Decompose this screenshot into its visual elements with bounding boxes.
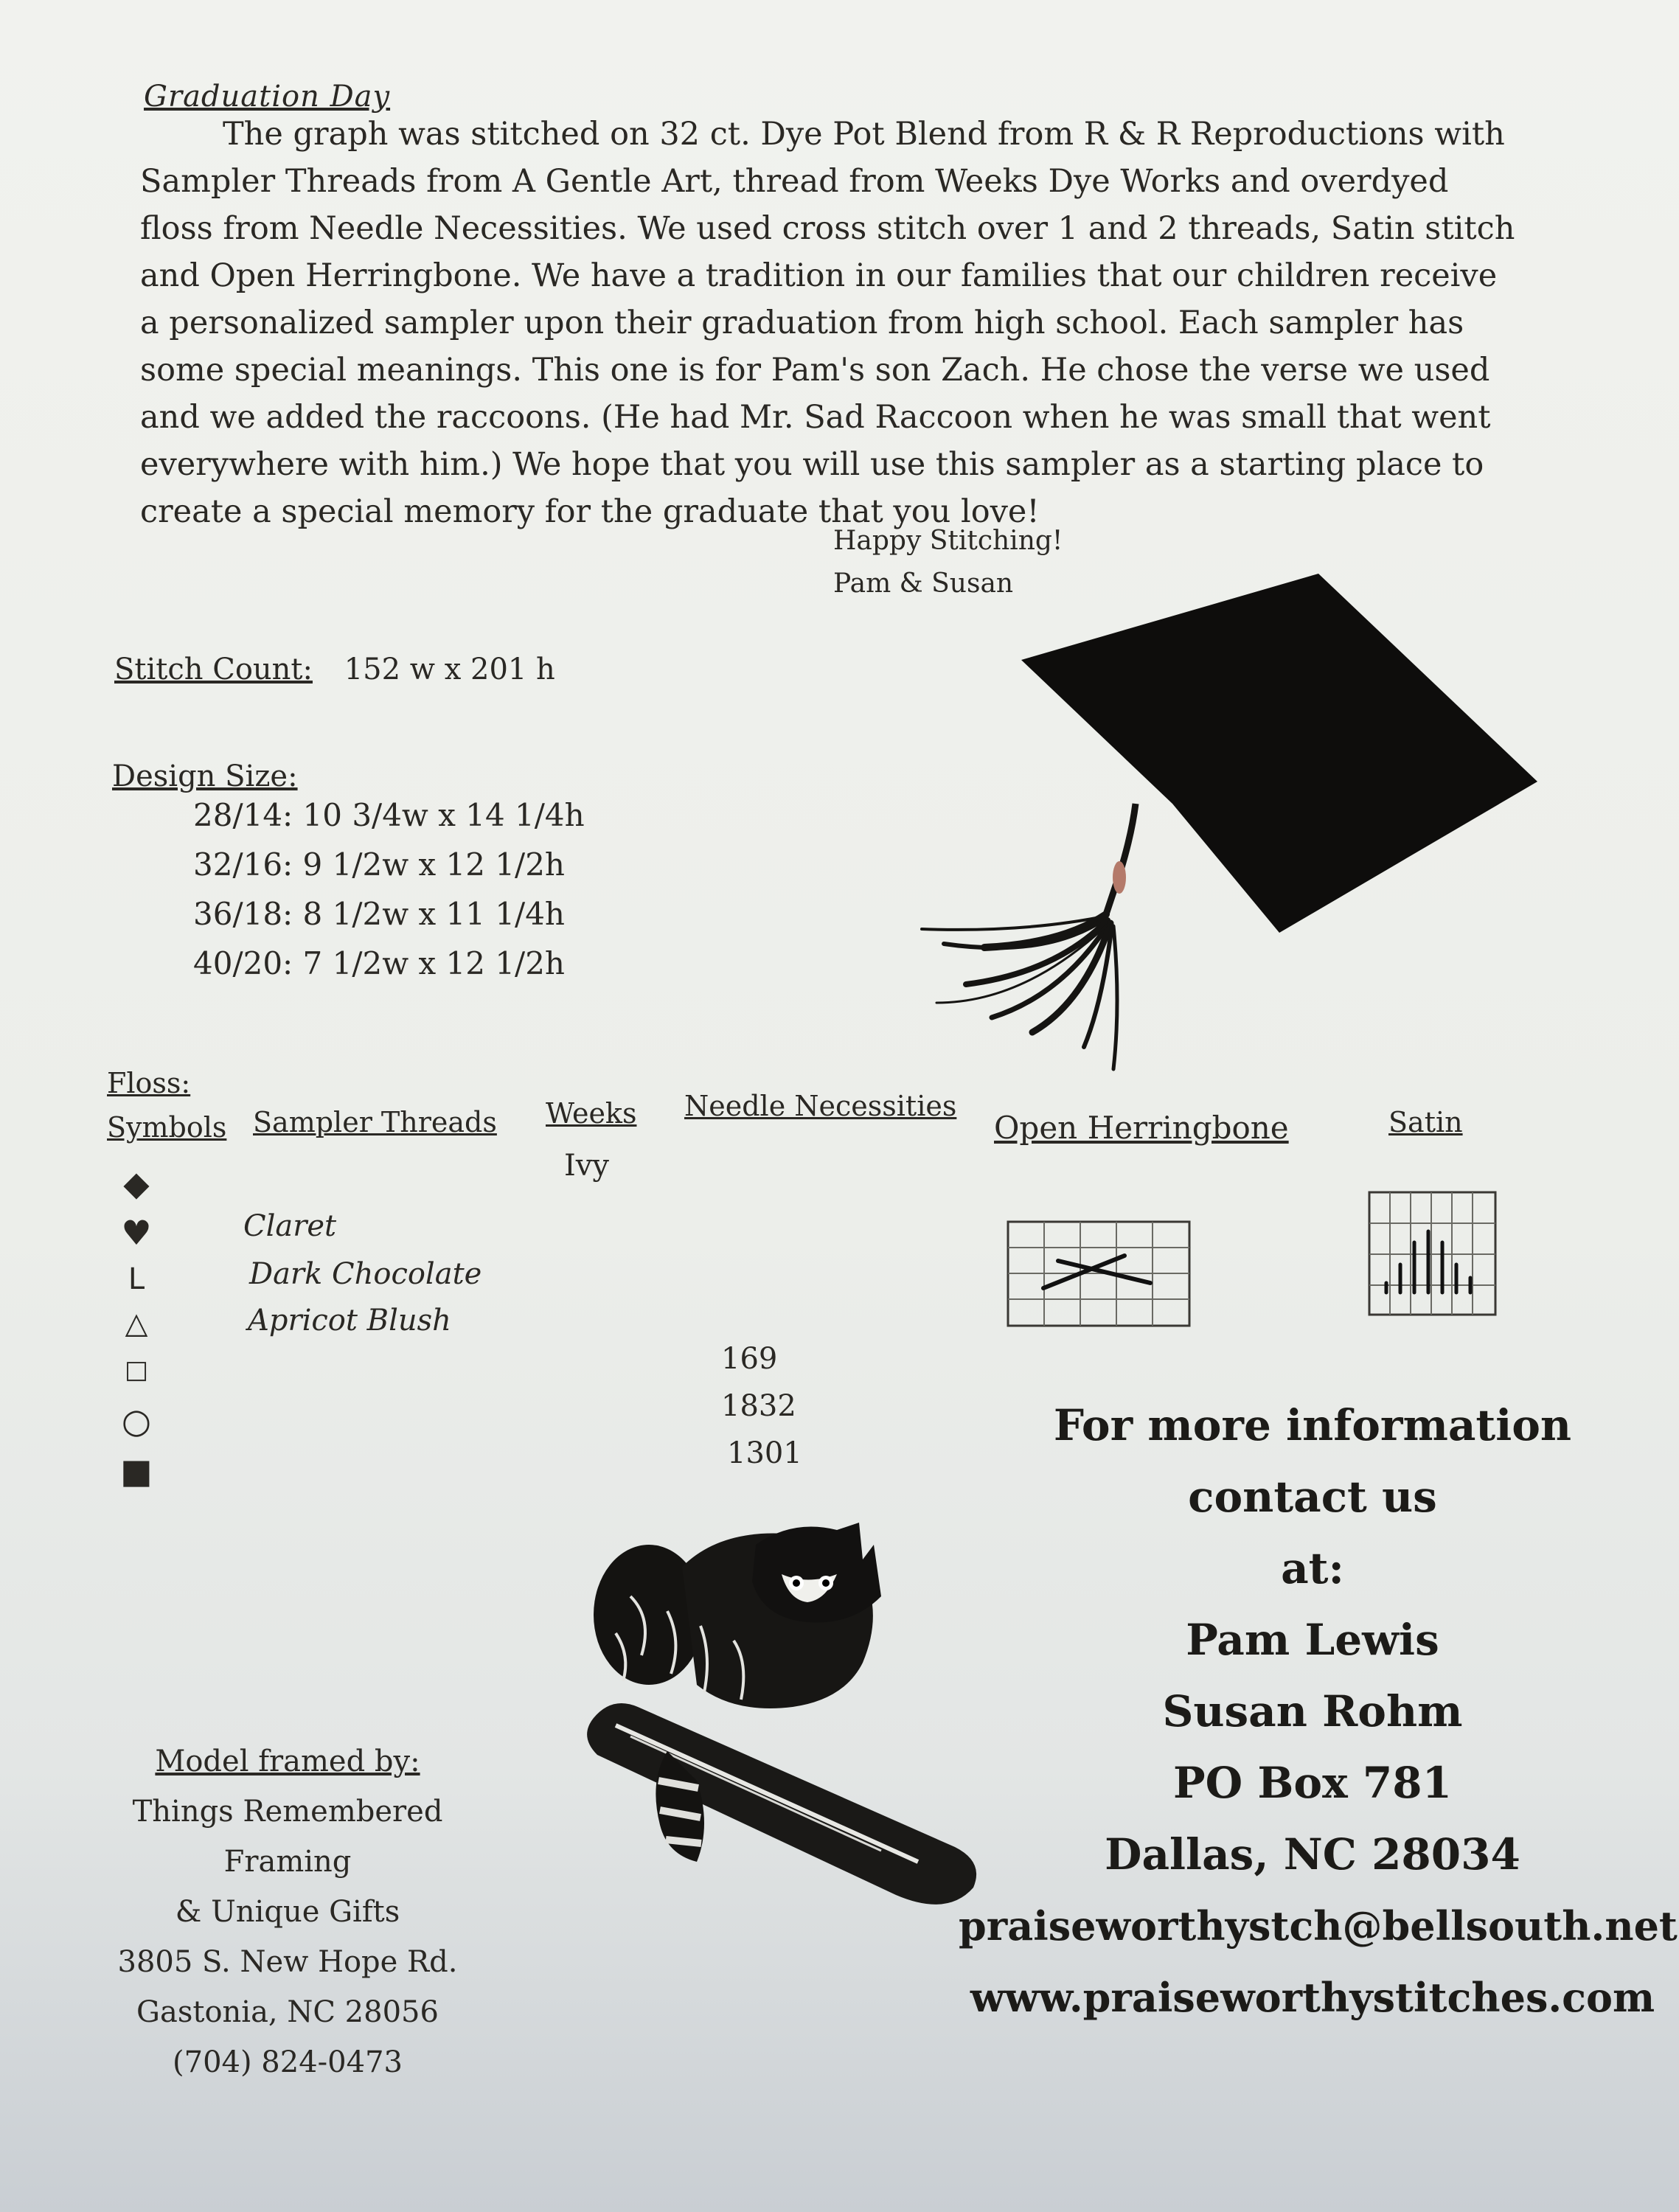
satin-stitch-diagram [1368,1191,1497,1316]
open-herringbone-diagram [1007,1220,1191,1327]
stitch-count [114,653,555,686]
framer-line: 3805 S. New Hope Rd. [117,1945,458,1979]
signoff-greeting: Happy Stitching! [833,526,1063,556]
contact-line: contact us [1188,1472,1437,1522]
weeks-ivy: Ivy [564,1149,609,1183]
sampler-dark-chocolate: Dark Chocolate [249,1257,482,1291]
symbol-heart: ♥ [121,1213,152,1253]
framer-line: Gastonia, NC 28056 [136,1995,439,2029]
framer-label: Model framed by: [155,1745,420,1778]
design-size-row: 40/20: 7 1/2w x 12 1/2h [193,945,565,981]
framer-line: Things Remembered Framing [132,1795,443,1879]
needle-1301: 1301 [727,1436,802,1470]
header-satin: Satin [1388,1106,1463,1138]
symbol-small-square: □ [124,1355,149,1385]
header-sampler-threads: Sampler Threads [253,1106,497,1138]
intro-paragraph: The graph was stitched on 32 ct. Dye Pot Blend from R & R Reproductions with Sampler Threads from A Gentle Art, thread from Weeks Dye Works and overdyed floss from Needle Necessities. We used cross stitch over 1 and 2 threads, Satin stitch and Open Herringbone. We have a tradition in our families that our children receive a personalized sampler upon their graduation from high school. Each sampler has some special meanings. This one is for Pam's son Zach. He chose the verse we used and we added the raccoons. (He had Mr. Sad Raccoon when he was small that went everywhere with him.) We hope that you will use this sampler as a starting place to create a special memory for the graduate that you love! [140,116,1515,530]
symbol-l: L [128,1262,145,1296]
design-size-row: 32/16: 9 1/2w x 12 1/2h [193,846,565,883]
stitch-count-label: Stitch Count: [114,653,313,686]
symbol-circle: ○ [121,1401,152,1441]
floss-label: Floss: [107,1067,191,1099]
contact-city: Dallas, NC 28034 [1105,1829,1520,1879]
contact-name-susan: Susan Rohm [1162,1686,1463,1736]
header-weeks: Weeks [546,1097,637,1130]
symbol-triangle: △ [125,1307,148,1340]
signoff-names: Pam & Susan [833,568,1014,599]
contact-line: For more information [1053,1400,1572,1450]
contact-po-box: PO Box 781 [1173,1758,1452,1808]
design-size-row: 36/18: 8 1/2w x 11 1/4h [193,896,565,932]
contact-line: at: [1281,1543,1344,1593]
symbol-diamond: ◆ [123,1164,150,1203]
framer-line: & Unique Gifts [175,1895,400,1929]
header-open-herringbone: Open Herringbone [994,1110,1289,1146]
sampler-claret: Claret [243,1209,337,1243]
header-needle-necessities: Needle Necessities [684,1090,957,1122]
contact-email-link[interactable]: praiseworthystch@bellsouth.net [959,1902,1678,1950]
document-title: Graduation Day [144,80,391,114]
design-size-list [193,790,585,988]
graduation-cap-illustration [841,560,1548,1077]
sampler-apricot-blush: Apricot Blush [248,1304,451,1338]
needle-1832: 1832 [721,1389,796,1423]
stitch-count-value: 152 w x 201 h [344,653,555,686]
symbol-filled-square: ■ [120,1451,153,1491]
framer-block [74,1736,501,2087]
framer-line: (704) 824-0473 [173,2045,403,2079]
design-size-row: 28/14: 10 3/4w x 14 1/4h [193,797,585,833]
raccoon-illustration [571,1515,984,1943]
header-symbols: Symbols [107,1111,227,1144]
contact-name-pam: Pam Lewis [1186,1615,1439,1665]
design-size-label: Design Size: [112,759,298,793]
contact-website-link[interactable]: www.praiseworthystitches.com [970,1974,1655,2021]
contact-block [959,1390,1678,2034]
needle-169: 169 [721,1342,778,1376]
